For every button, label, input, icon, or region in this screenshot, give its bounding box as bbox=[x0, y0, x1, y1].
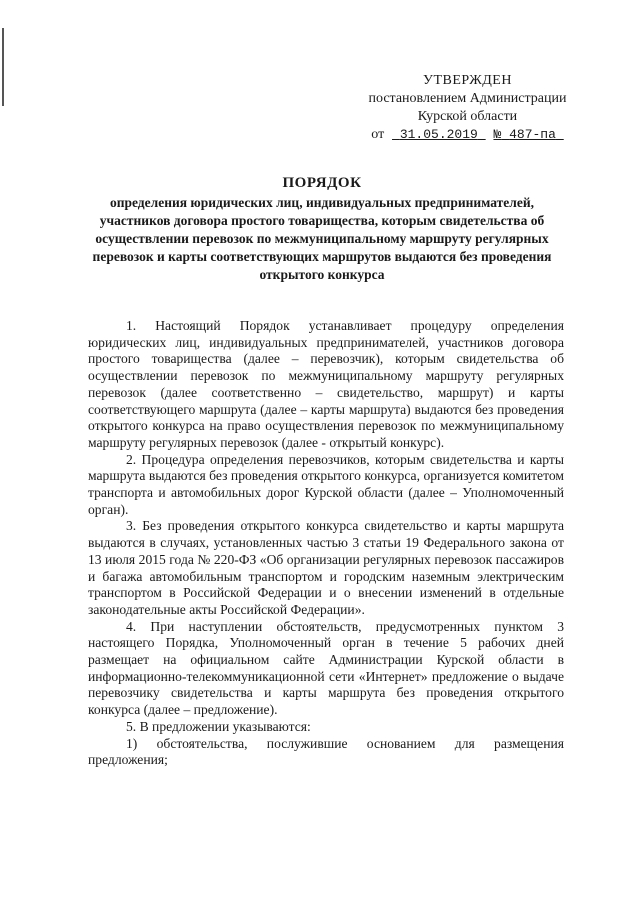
date-prefix: от bbox=[371, 127, 385, 142]
scan-edge-mark bbox=[2, 28, 4, 106]
document-subtitle: определения юридических лиц, индивидуальных предпринимателей, участников договора простого товарищества, которым свидетельства об осуществлении перевозок по межмуниципальному маршруту регулярных перевозок и карты соответствующих маршрутов выдаются без проведения открытого конкурса bbox=[92, 195, 552, 282]
approval-stamp bbox=[355, 72, 580, 144]
paragraph-5: 5. В предложении указываются: bbox=[126, 718, 311, 734]
paragraph-2: 2. Процедура определения перевозчиков, которым свидетельства и карты маршрута выдаются без проведения открытого конкурса, организуется комитетом транспорта и автомобильных дорог Курской области (далее – Уполномоченный орган). bbox=[88, 451, 564, 517]
approval-line-2: Курской области bbox=[417, 109, 518, 124]
document-title: ПОРЯДОК bbox=[282, 175, 362, 191]
approval-number: № 487-па bbox=[493, 127, 556, 142]
approval-date: 31.05.2019 bbox=[399, 127, 478, 142]
paragraph-4: 4. При наступлении обстоятельств, предусмотренных пунктом 3 настоящего Порядка, Уполномоченный орган в течение 5 рабочих дней размещает на официальном сайте Администрации Курской области в информационно-телекоммуникационной сети «Интернет» предложение о выдаче перевозчику свидетельства и карты маршрута без проведения открытого конкурса (далее – предложение). bbox=[88, 618, 564, 718]
paragraph-3: 3. Без проведения открытого конкурса свидетельство и карты маршрута выдаются в случаях, установленных частью 3 статьи 19 Федерального закона от 13 июля 2015 года № 220-ФЗ «Об организации регулярных перевозок пассажиров и багажа автомобильным транспортом и городским наземным электрическим транспортом в Российской Федерации и о внесении изменений в отдельные законодательные акты Российской Федерации». bbox=[88, 518, 564, 617]
approval-line-1: постановлением Администрации bbox=[368, 91, 567, 106]
approval-heading: УТВЕРЖДЕН bbox=[423, 73, 512, 88]
document-body bbox=[88, 318, 564, 769]
paragraph-5-item-1: 1) обстоятельства, послужившие основанием для размещения предложения; bbox=[88, 735, 564, 768]
document-title-block bbox=[82, 174, 562, 284]
approval-date-line bbox=[355, 126, 580, 144]
number-sign: № bbox=[493, 127, 502, 142]
paragraph-1: 1. Настоящий Порядок устанавливает процедуру определения юридических лиц, индивидуальных предпринимателей, участников договора простого товарищества (далее – перевозчик), которым свидетельства об осуществлении перевозок по межмуниципальному маршруту регулярных перевозок (далее соответственно – свидетельство, маршрут) и карты соответствующего маршрута (далее – карты маршрута) выдаются без проведения открытого конкурса на право осуществления перевозок по межмуниципальному маршруту регулярных перевозок (далее - открытый конкурс). bbox=[88, 318, 564, 450]
